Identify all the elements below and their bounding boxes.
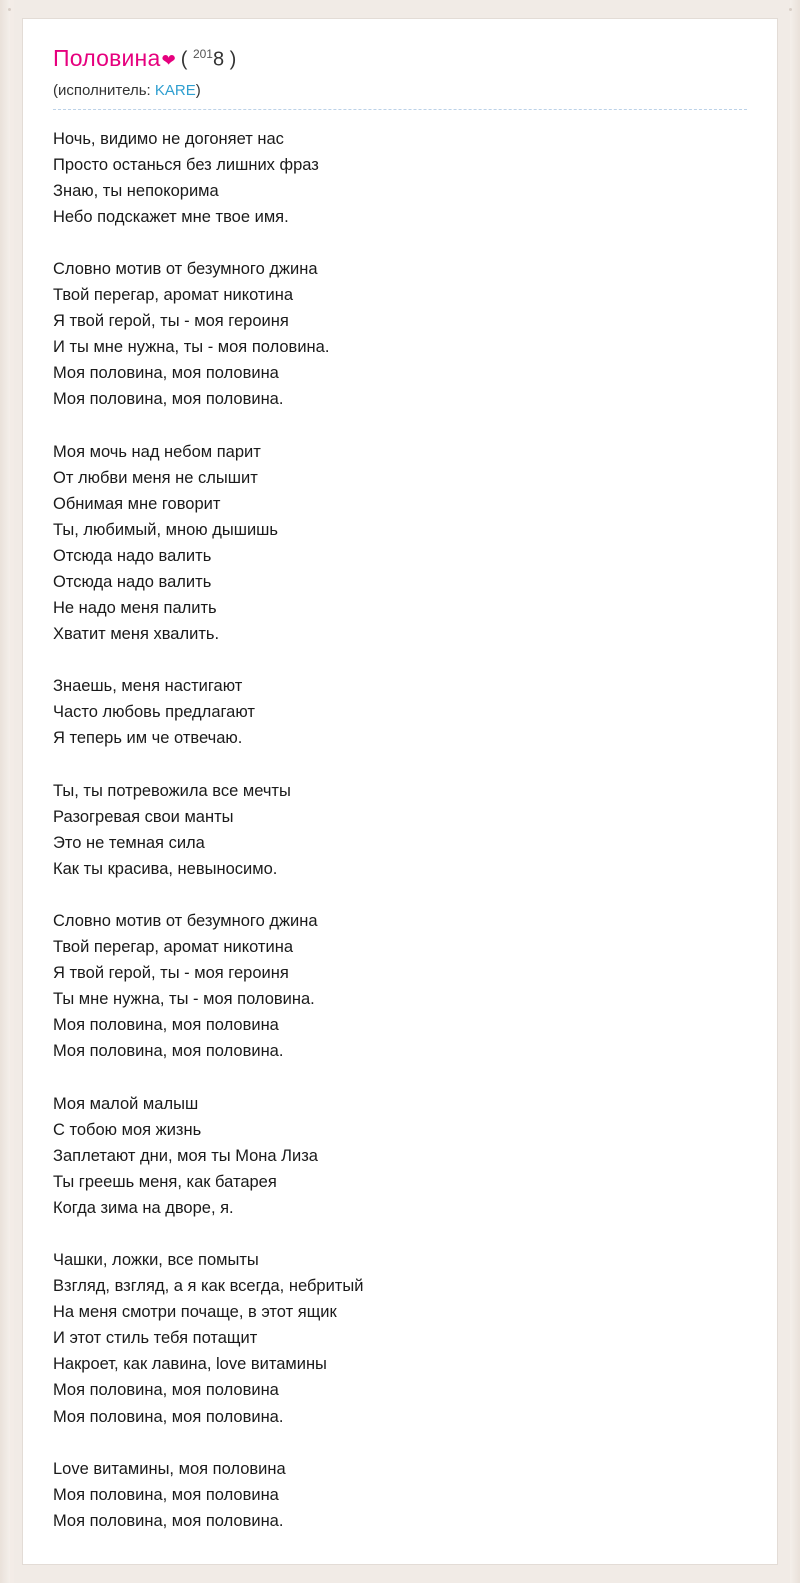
lyrics-stanza bbox=[53, 778, 747, 882]
lyrics-stanza bbox=[53, 256, 747, 413]
decorative-dot bbox=[8, 8, 11, 11]
page-title bbox=[53, 45, 747, 73]
year-superscript: 201 bbox=[192, 47, 213, 62]
lyrics-line: Ты мне нужна, ты - моя половина. bbox=[53, 990, 315, 1009]
lyrics-line: Моя половина, моя половина. bbox=[53, 1042, 284, 1061]
lyrics-stanza bbox=[53, 126, 747, 230]
lyrics-line: Я твой герой, ты - моя героиня bbox=[53, 312, 289, 331]
lyrics-line: Моя половина, моя половина bbox=[53, 364, 279, 383]
lyrics-line: Разогревая свои манты bbox=[53, 807, 234, 826]
lyrics-line: Словно мотив от безумного джина bbox=[53, 259, 318, 278]
lyrics-line: Моя мочь над небом парит bbox=[53, 442, 261, 461]
page-left-edge bbox=[0, 0, 10, 1583]
lyrics-line: Я теперь им че отвечаю. bbox=[53, 729, 243, 748]
lyrics-line: Словно мотив от безумного джина bbox=[53, 911, 318, 930]
lyrics-line: Накроет, как лавина, love витамины bbox=[53, 1355, 327, 1374]
lyrics-line: Я твой герой, ты - моя героиня bbox=[53, 964, 289, 983]
lyrics-stanza bbox=[53, 673, 747, 751]
lyrics-line: Часто любовь предлагают bbox=[53, 703, 255, 722]
lyrics-line: От любви меня не слышит bbox=[53, 468, 258, 487]
artist-link[interactable]: KARE bbox=[154, 81, 196, 99]
lyrics-line: Love витамины, моя половина bbox=[53, 1459, 286, 1478]
lyrics-line: Не надо меня палить bbox=[53, 599, 217, 618]
year-open-paren: ( bbox=[180, 49, 188, 71]
artist-close-paren: ) bbox=[195, 81, 201, 99]
lyrics-line: Заплетают дни, моя ты Мона Лиза bbox=[53, 1146, 318, 1165]
lyrics-line: Знаешь, меня настигают bbox=[53, 677, 243, 696]
lyrics-line: Когда зима на дворе, я. bbox=[53, 1198, 234, 1217]
lyrics-line: Ты греешь меня, как батарея bbox=[53, 1172, 277, 1191]
heart-icon: ❤ bbox=[161, 51, 176, 70]
lyrics-line: Знаю, ты непокорима bbox=[53, 181, 219, 200]
lyrics-stanza bbox=[53, 1456, 747, 1534]
page-right-edge bbox=[790, 0, 800, 1583]
lyrics-line: Моя половина, моя половина. bbox=[53, 390, 284, 409]
year-main: 8 bbox=[212, 49, 225, 71]
lyrics-line: Чашки, ложки, все помыты bbox=[53, 1250, 259, 1269]
lyrics-line: Как ты красива, невыносимо. bbox=[53, 859, 278, 878]
lyrics-line: Ты, любимый, мною дышишь bbox=[53, 520, 279, 539]
lyrics-line: Твой перегар, аромат никотина bbox=[53, 286, 293, 305]
lyrics-stanza bbox=[53, 439, 747, 648]
lyrics-line: Отсюда надо валить bbox=[53, 573, 212, 591]
lyrics-line: Обнимая мне говорит bbox=[53, 494, 221, 513]
lyrics-line: Моя половина, моя половина. bbox=[53, 1407, 284, 1426]
lyrics-line: Хватит меня хвалить. bbox=[53, 625, 220, 644]
lyrics-line: С тобою моя жизнь bbox=[53, 1120, 202, 1139]
artist-label: (исполнитель: bbox=[53, 81, 155, 99]
lyrics-line: Ты, ты потревожила все мечты bbox=[53, 781, 291, 800]
lyrics-line: И ты мне нужна, ты - моя половина. bbox=[53, 338, 330, 357]
year-close-paren: ) bbox=[229, 49, 237, 71]
lyrics-line: На меня смотри почаще, в этот ящик bbox=[53, 1303, 337, 1322]
lyrics-line: Взгляд, взгляд, а я как всегда, небритый bbox=[53, 1277, 364, 1296]
lyrics-card bbox=[22, 18, 778, 1565]
lyrics-line: Твой перегар, аромат никотина bbox=[53, 938, 293, 957]
lyrics-line: Это не темная сила bbox=[53, 833, 205, 852]
song-title: Половина bbox=[53, 45, 161, 71]
lyrics-line: Просто останься без лишних фраз bbox=[53, 155, 319, 174]
lyrics-stanza bbox=[53, 908, 747, 1065]
lyrics-line: Моя половина, моя половина bbox=[53, 1381, 279, 1400]
lyrics-line: И этот стиль тебя потащит bbox=[53, 1329, 258, 1348]
lyrics-line: Ночь, видимо не догоняет нас bbox=[53, 129, 284, 148]
lyrics-line: Моя половина, моя половина bbox=[53, 1016, 279, 1035]
lyrics-body bbox=[53, 126, 747, 1534]
lyrics-stanza bbox=[53, 1247, 747, 1430]
song-year bbox=[181, 47, 237, 72]
decorative-dot bbox=[789, 8, 792, 11]
lyrics-stanza bbox=[53, 1091, 747, 1221]
lyrics-line: Небо подскажет мне твое имя. bbox=[53, 207, 289, 226]
lyrics-line: Моя половина, моя половина. bbox=[53, 1511, 284, 1530]
lyrics-line: Отсюда надо валить bbox=[53, 546, 212, 565]
artist-line bbox=[53, 82, 747, 110]
lyrics-line: Моя половина, моя половина bbox=[53, 1485, 279, 1504]
lyrics-line: Моя малой малыш bbox=[53, 1094, 199, 1113]
